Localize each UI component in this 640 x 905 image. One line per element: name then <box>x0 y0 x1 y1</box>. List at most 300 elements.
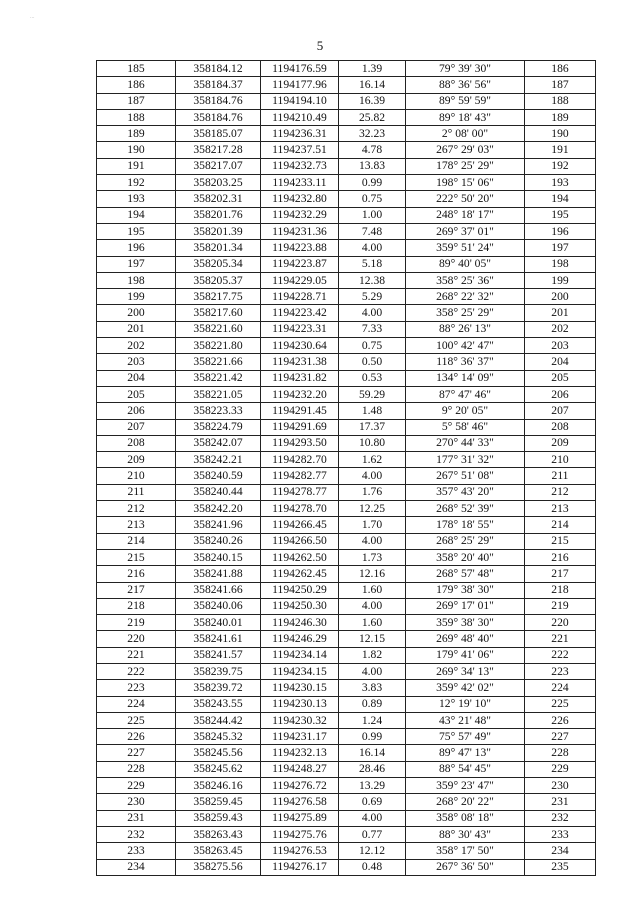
next-point-id-cell: 219 <box>525 598 596 614</box>
next-point-id-cell: 195 <box>525 207 596 223</box>
y-coordinate-cell: 1194276.72 <box>261 778 339 794</box>
x-coordinate-cell: 358263.45 <box>176 843 261 859</box>
table-row <box>97 272 596 288</box>
distance-cell: 1.60 <box>339 582 406 598</box>
y-coordinate-cell: 1194246.29 <box>261 631 339 647</box>
bearing-cell: 248° 18' 17" <box>406 207 525 223</box>
distance-cell: 32.23 <box>339 126 406 142</box>
distance-cell: 0.99 <box>339 175 406 191</box>
x-coordinate-cell: 358242.20 <box>176 501 261 517</box>
y-coordinate-cell: 1194231.17 <box>261 729 339 745</box>
x-coordinate-cell: 358259.45 <box>176 794 261 810</box>
bearing-cell: 88° 26' 13" <box>406 321 525 337</box>
point-id-cell: 193 <box>97 191 176 207</box>
distance-cell: 0.69 <box>339 794 406 810</box>
next-point-id-cell: 198 <box>525 256 596 272</box>
next-point-id-cell: 205 <box>525 370 596 386</box>
distance-cell: 4.00 <box>339 663 406 679</box>
distance-cell: 16.14 <box>339 77 406 93</box>
table-row <box>97 826 596 842</box>
point-id-cell: 187 <box>97 93 176 109</box>
x-coordinate-cell: 358245.32 <box>176 729 261 745</box>
y-coordinate-cell: 1194250.30 <box>261 598 339 614</box>
table-row <box>97 126 596 142</box>
table-row <box>97 93 596 109</box>
y-coordinate-cell: 1194234.14 <box>261 647 339 663</box>
table-row <box>97 761 596 777</box>
next-point-id-cell: 222 <box>525 647 596 663</box>
x-coordinate-cell: 358201.34 <box>176 240 261 256</box>
y-coordinate-cell: 1194278.77 <box>261 484 339 500</box>
point-id-cell: 202 <box>97 338 176 354</box>
next-point-id-cell: 187 <box>525 77 596 93</box>
next-point-id-cell: 206 <box>525 386 596 402</box>
next-point-id-cell: 199 <box>525 272 596 288</box>
distance-cell: 12.15 <box>339 631 406 647</box>
coordinates-table <box>96 60 596 876</box>
distance-cell: 0.89 <box>339 696 406 712</box>
y-coordinate-cell: 1194276.53 <box>261 843 339 859</box>
x-coordinate-cell: 358221.05 <box>176 386 261 402</box>
table-row <box>97 354 596 370</box>
bearing-cell: 89° 59' 59" <box>406 93 525 109</box>
y-coordinate-cell: 1194229.05 <box>261 272 339 288</box>
bearing-cell: 79° 39' 30" <box>406 61 525 77</box>
point-id-cell: 214 <box>97 533 176 549</box>
bearing-cell: 178° 25' 29" <box>406 158 525 174</box>
table-row <box>97 468 596 484</box>
point-id-cell: 225 <box>97 712 176 728</box>
distance-cell: 4.00 <box>339 468 406 484</box>
y-coordinate-cell: 1194246.30 <box>261 615 339 631</box>
x-coordinate-cell: 358201.76 <box>176 207 261 223</box>
next-point-id-cell: 231 <box>525 794 596 810</box>
point-id-cell: 188 <box>97 109 176 125</box>
table-row <box>97 663 596 679</box>
y-coordinate-cell: 1194232.80 <box>261 191 339 207</box>
distance-cell: 4.00 <box>339 305 406 321</box>
point-id-cell: 192 <box>97 175 176 191</box>
y-coordinate-cell: 1194282.77 <box>261 468 339 484</box>
next-point-id-cell: 217 <box>525 566 596 582</box>
point-id-cell: 194 <box>97 207 176 223</box>
table-row <box>97 191 596 207</box>
point-id-cell: 229 <box>97 778 176 794</box>
next-point-id-cell: 188 <box>525 93 596 109</box>
table-row <box>97 794 596 810</box>
next-point-id-cell: 207 <box>525 403 596 419</box>
y-coordinate-cell: 1194232.73 <box>261 158 339 174</box>
table-row <box>97 109 596 125</box>
table-row <box>97 501 596 517</box>
next-point-id-cell: 191 <box>525 142 596 158</box>
x-coordinate-cell: 358184.37 <box>176 77 261 93</box>
y-coordinate-cell: 1194230.64 <box>261 338 339 354</box>
next-point-id-cell: 212 <box>525 484 596 500</box>
x-coordinate-cell: 358245.56 <box>176 745 261 761</box>
y-coordinate-cell: 1194223.31 <box>261 321 339 337</box>
point-id-cell: 213 <box>97 517 176 533</box>
distance-cell: 0.48 <box>339 859 406 875</box>
point-id-cell: 191 <box>97 158 176 174</box>
x-coordinate-cell: 358263.43 <box>176 826 261 842</box>
table-row <box>97 256 596 272</box>
y-coordinate-cell: 1194223.87 <box>261 256 339 272</box>
point-id-cell: 220 <box>97 631 176 647</box>
x-coordinate-cell: 358217.28 <box>176 142 261 158</box>
distance-cell: 4.00 <box>339 240 406 256</box>
point-id-cell: 204 <box>97 370 176 386</box>
distance-cell: 4.00 <box>339 533 406 549</box>
x-coordinate-cell: 358221.60 <box>176 321 261 337</box>
point-id-cell: 216 <box>97 566 176 582</box>
point-id-cell: 233 <box>97 843 176 859</box>
table-row <box>97 240 596 256</box>
next-point-id-cell: 192 <box>525 158 596 174</box>
distance-cell: 12.12 <box>339 843 406 859</box>
y-coordinate-cell: 1194237.51 <box>261 142 339 158</box>
next-point-id-cell: 215 <box>525 533 596 549</box>
y-coordinate-cell: 1194230.13 <box>261 696 339 712</box>
next-point-id-cell: 220 <box>525 615 596 631</box>
point-id-cell: 185 <box>97 61 176 77</box>
point-id-cell: 230 <box>97 794 176 810</box>
distance-cell: 12.38 <box>339 272 406 288</box>
point-id-cell: 223 <box>97 680 176 696</box>
point-id-cell: 206 <box>97 403 176 419</box>
x-coordinate-cell: 358241.88 <box>176 566 261 582</box>
point-id-cell: 234 <box>97 859 176 875</box>
next-point-id-cell: 224 <box>525 680 596 696</box>
x-coordinate-cell: 358240.44 <box>176 484 261 500</box>
table-row <box>97 142 596 158</box>
distance-cell: 1.48 <box>339 403 406 419</box>
distance-cell: 28.46 <box>339 761 406 777</box>
distance-cell: 7.48 <box>339 223 406 239</box>
x-coordinate-cell: 358239.75 <box>176 663 261 679</box>
table-row <box>97 712 596 728</box>
distance-cell: 0.99 <box>339 729 406 745</box>
bearing-cell: 357° 43' 20" <box>406 484 525 500</box>
next-point-id-cell: 202 <box>525 321 596 337</box>
table-row <box>97 77 596 93</box>
table-row <box>97 566 596 582</box>
table-row <box>97 223 596 239</box>
bearing-cell: 87° 47' 46" <box>406 386 525 402</box>
next-point-id-cell: 211 <box>525 468 596 484</box>
bearing-cell: 179° 38' 30" <box>406 582 525 598</box>
x-coordinate-cell: 358242.07 <box>176 435 261 451</box>
bearing-cell: 89° 47' 13" <box>406 745 525 761</box>
x-coordinate-cell: 358240.26 <box>176 533 261 549</box>
table-row <box>97 370 596 386</box>
next-point-id-cell: 218 <box>525 582 596 598</box>
x-coordinate-cell: 358217.07 <box>176 158 261 174</box>
y-coordinate-cell: 1194223.42 <box>261 305 339 321</box>
distance-cell: 4.00 <box>339 810 406 826</box>
y-coordinate-cell: 1194234.15 <box>261 663 339 679</box>
next-point-id-cell: 229 <box>525 761 596 777</box>
bearing-cell: 89° 40' 05" <box>406 256 525 272</box>
point-id-cell: 203 <box>97 354 176 370</box>
bearing-cell: 267° 51' 08" <box>406 468 525 484</box>
distance-cell: 7.33 <box>339 321 406 337</box>
y-coordinate-cell: 1194291.69 <box>261 419 339 435</box>
table-row <box>97 810 596 826</box>
x-coordinate-cell: 358240.06 <box>176 598 261 614</box>
distance-cell: 25.82 <box>339 109 406 125</box>
x-coordinate-cell: 358244.42 <box>176 712 261 728</box>
distance-cell: 0.75 <box>339 338 406 354</box>
next-point-id-cell: 216 <box>525 549 596 565</box>
distance-cell: 12.16 <box>339 566 406 582</box>
x-coordinate-cell: 358241.61 <box>176 631 261 647</box>
point-id-cell: 227 <box>97 745 176 761</box>
table-row <box>97 61 596 77</box>
distance-cell: 59.29 <box>339 386 406 402</box>
table-row <box>97 452 596 468</box>
table-row <box>97 289 596 305</box>
point-id-cell: 207 <box>97 419 176 435</box>
bearing-cell: 268° 20' 22" <box>406 794 525 810</box>
x-coordinate-cell: 358240.59 <box>176 468 261 484</box>
table-row <box>97 598 596 614</box>
point-id-cell: 211 <box>97 484 176 500</box>
x-coordinate-cell: 358241.96 <box>176 517 261 533</box>
point-id-cell: 228 <box>97 761 176 777</box>
table-row <box>97 778 596 794</box>
y-coordinate-cell: 1194266.45 <box>261 517 339 533</box>
x-coordinate-cell: 358259.43 <box>176 810 261 826</box>
point-id-cell: 215 <box>97 549 176 565</box>
table-row <box>97 207 596 223</box>
distance-cell: 12.25 <box>339 501 406 517</box>
point-id-cell: 219 <box>97 615 176 631</box>
bearing-cell: 267° 36' 50" <box>406 859 525 875</box>
bearing-cell: 269° 48' 40" <box>406 631 525 647</box>
table-row <box>97 843 596 859</box>
x-coordinate-cell: 358275.56 <box>176 859 261 875</box>
next-point-id-cell: 228 <box>525 745 596 761</box>
x-coordinate-cell: 358202.31 <box>176 191 261 207</box>
x-coordinate-cell: 358240.01 <box>176 615 261 631</box>
y-coordinate-cell: 1194248.27 <box>261 761 339 777</box>
distance-cell: 16.14 <box>339 745 406 761</box>
table-row <box>97 386 596 402</box>
bearing-cell: 268° 25' 29" <box>406 533 525 549</box>
x-coordinate-cell: 358184.76 <box>176 93 261 109</box>
y-coordinate-cell: 1194230.15 <box>261 680 339 696</box>
bearing-cell: 358° 25' 29" <box>406 305 525 321</box>
x-coordinate-cell: 358217.60 <box>176 305 261 321</box>
bearing-cell: 88° 30' 43" <box>406 826 525 842</box>
table-row <box>97 680 596 696</box>
y-coordinate-cell: 1194210.49 <box>261 109 339 125</box>
next-point-id-cell: 235 <box>525 859 596 875</box>
bearing-cell: 267° 29' 03" <box>406 142 525 158</box>
bearing-cell: 2° 08' 00" <box>406 126 525 142</box>
y-coordinate-cell: 1194262.45 <box>261 566 339 582</box>
bearing-cell: 5° 58' 46" <box>406 419 525 435</box>
table-row <box>97 631 596 647</box>
next-point-id-cell: 221 <box>525 631 596 647</box>
table-row <box>97 419 596 435</box>
next-point-id-cell: 210 <box>525 452 596 468</box>
distance-cell: 0.77 <box>339 826 406 842</box>
bearing-cell: 43° 21' 48" <box>406 712 525 728</box>
y-coordinate-cell: 1194236.31 <box>261 126 339 142</box>
table-row <box>97 615 596 631</box>
point-id-cell: 224 <box>97 696 176 712</box>
coordinates-table-body <box>97 61 596 876</box>
distance-cell: 1.73 <box>339 549 406 565</box>
next-point-id-cell: 225 <box>525 696 596 712</box>
bearing-cell: 222° 50' 20" <box>406 191 525 207</box>
table-row <box>97 158 596 174</box>
distance-cell: 1.00 <box>339 207 406 223</box>
bearing-cell: 178° 18' 55" <box>406 517 525 533</box>
bearing-cell: 268° 52' 39" <box>406 501 525 517</box>
x-coordinate-cell: 358245.62 <box>176 761 261 777</box>
table-row <box>97 729 596 745</box>
x-coordinate-cell: 358184.76 <box>176 109 261 125</box>
bearing-cell: 268° 22' 32" <box>406 289 525 305</box>
next-point-id-cell: 233 <box>525 826 596 842</box>
y-coordinate-cell: 1194266.50 <box>261 533 339 549</box>
corner-mark: ... <box>30 14 35 20</box>
x-coordinate-cell: 358185.07 <box>176 126 261 142</box>
next-point-id-cell: 190 <box>525 126 596 142</box>
bearing-cell: 9° 20' 05" <box>406 403 525 419</box>
y-coordinate-cell: 1194291.45 <box>261 403 339 419</box>
bearing-cell: 88° 54' 45" <box>406 761 525 777</box>
table-row <box>97 338 596 354</box>
point-id-cell: 199 <box>97 289 176 305</box>
point-id-cell: 197 <box>97 256 176 272</box>
y-coordinate-cell: 1194278.70 <box>261 501 339 517</box>
x-coordinate-cell: 358241.57 <box>176 647 261 663</box>
y-coordinate-cell: 1194250.29 <box>261 582 339 598</box>
distance-cell: 16.39 <box>339 93 406 109</box>
y-coordinate-cell: 1194262.50 <box>261 549 339 565</box>
next-point-id-cell: 197 <box>525 240 596 256</box>
page-number: 5 <box>316 38 324 53</box>
table-row <box>97 403 596 419</box>
table-row <box>97 745 596 761</box>
distance-cell: 1.82 <box>339 647 406 663</box>
point-id-cell: 195 <box>97 223 176 239</box>
next-point-id-cell: 208 <box>525 419 596 435</box>
point-id-cell: 198 <box>97 272 176 288</box>
next-point-id-cell: 214 <box>525 517 596 533</box>
y-coordinate-cell: 1194275.76 <box>261 826 339 842</box>
point-id-cell: 232 <box>97 826 176 842</box>
point-id-cell: 189 <box>97 126 176 142</box>
y-coordinate-cell: 1194231.36 <box>261 223 339 239</box>
distance-cell: 0.53 <box>339 370 406 386</box>
table-row <box>97 647 596 663</box>
x-coordinate-cell: 358242.21 <box>176 452 261 468</box>
bearing-cell: 12° 19' 10" <box>406 696 525 712</box>
y-coordinate-cell: 1194223.88 <box>261 240 339 256</box>
bearing-cell: 358° 20' 40" <box>406 549 525 565</box>
point-id-cell: 201 <box>97 321 176 337</box>
y-coordinate-cell: 1194276.58 <box>261 794 339 810</box>
next-point-id-cell: 230 <box>525 778 596 794</box>
x-coordinate-cell: 358221.80 <box>176 338 261 354</box>
next-point-id-cell: 200 <box>525 289 596 305</box>
bearing-cell: 88° 36' 56" <box>406 77 525 93</box>
y-coordinate-cell: 1194275.89 <box>261 810 339 826</box>
point-id-cell: 212 <box>97 501 176 517</box>
x-coordinate-cell: 358240.15 <box>176 549 261 565</box>
x-coordinate-cell: 358224.79 <box>176 419 261 435</box>
bearing-cell: 268° 57' 48" <box>406 566 525 582</box>
table-row <box>97 517 596 533</box>
point-id-cell: 186 <box>97 77 176 93</box>
distance-cell: 1.60 <box>339 615 406 631</box>
next-point-id-cell: 209 <box>525 435 596 451</box>
bearing-cell: 270° 44' 33" <box>406 435 525 451</box>
bearing-cell: 89° 18' 43" <box>406 109 525 125</box>
x-coordinate-cell: 358217.75 <box>176 289 261 305</box>
x-coordinate-cell: 358203.25 <box>176 175 261 191</box>
y-coordinate-cell: 1194276.17 <box>261 859 339 875</box>
point-id-cell: 209 <box>97 452 176 468</box>
x-coordinate-cell: 358205.34 <box>176 256 261 272</box>
distance-cell: 1.70 <box>339 517 406 533</box>
bearing-cell: 359° 51' 24" <box>406 240 525 256</box>
bearing-cell: 359° 38' 30" <box>406 615 525 631</box>
bearing-cell: 269° 37' 01" <box>406 223 525 239</box>
table-row <box>97 305 596 321</box>
x-coordinate-cell: 358241.66 <box>176 582 261 598</box>
bearing-cell: 359° 42' 02" <box>406 680 525 696</box>
next-point-id-cell: 203 <box>525 338 596 354</box>
point-id-cell: 205 <box>97 386 176 402</box>
point-id-cell: 222 <box>97 663 176 679</box>
point-id-cell: 217 <box>97 582 176 598</box>
point-id-cell: 231 <box>97 810 176 826</box>
distance-cell: 17.37 <box>339 419 406 435</box>
bearing-cell: 100° 42' 47" <box>406 338 525 354</box>
x-coordinate-cell: 358221.42 <box>176 370 261 386</box>
point-id-cell: 221 <box>97 647 176 663</box>
next-point-id-cell: 201 <box>525 305 596 321</box>
next-point-id-cell: 232 <box>525 810 596 826</box>
point-id-cell: 196 <box>97 240 176 256</box>
y-coordinate-cell: 1194228.71 <box>261 289 339 305</box>
y-coordinate-cell: 1194293.50 <box>261 435 339 451</box>
y-coordinate-cell: 1194194.10 <box>261 93 339 109</box>
y-coordinate-cell: 1194176.59 <box>261 61 339 77</box>
y-coordinate-cell: 1194232.20 <box>261 386 339 402</box>
bearing-cell: 118° 36' 37" <box>406 354 525 370</box>
next-point-id-cell: 204 <box>525 354 596 370</box>
table-row <box>97 435 596 451</box>
distance-cell: 0.50 <box>339 354 406 370</box>
x-coordinate-cell: 358243.55 <box>176 696 261 712</box>
table-row <box>97 175 596 191</box>
next-point-id-cell: 186 <box>525 61 596 77</box>
point-id-cell: 190 <box>97 142 176 158</box>
distance-cell: 13.29 <box>339 778 406 794</box>
table-row <box>97 696 596 712</box>
bearing-cell: 358° 08' 18" <box>406 810 525 826</box>
table-row <box>97 321 596 337</box>
y-coordinate-cell: 1194232.13 <box>261 745 339 761</box>
y-coordinate-cell: 1194177.96 <box>261 77 339 93</box>
